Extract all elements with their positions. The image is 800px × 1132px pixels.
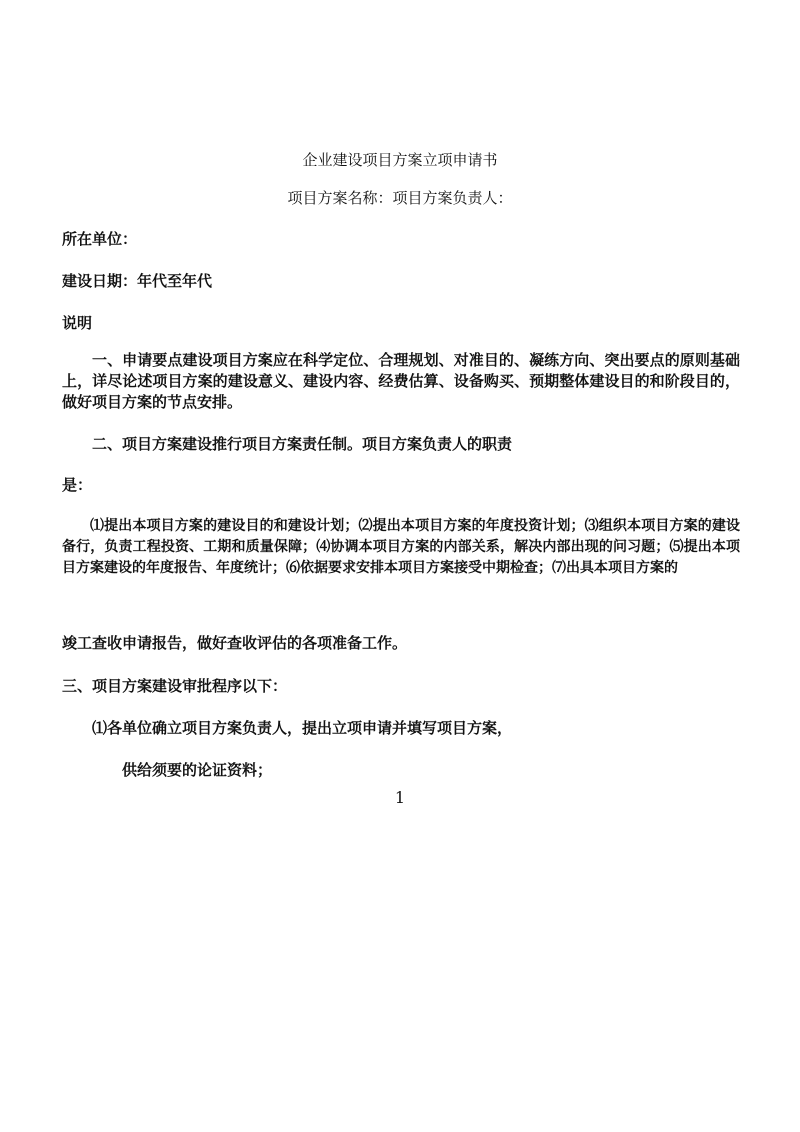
paragraph-responsibility-line1: 二、项目方案建设推行项目方案责任制。项目方案负责人的职责 xyxy=(92,435,513,453)
section-heading-explanation: 说明 xyxy=(62,314,93,332)
paragraph-duties-list: ⑴提出本项目方案的建设目的和建设计划；⑵提出本项目方案的年度投资计划；⑶组织本项目方案的建设备行，负责工程投资、工期和质量保障；⑷协调本项目方案的内部关系，解决内部出现的问习题；⑸提出本项目方案建设的年度报告、年度统计；⑹依据要求安排本项目方案接受中期检查；⑺出具本项目方案的 xyxy=(62,518,740,576)
paragraph-approval-procedure: 三、项目方案建设审批程序以下： xyxy=(62,677,288,695)
page-number: 1 xyxy=(394,788,406,807)
construction-date-label: 建设日期：年代至年代 xyxy=(62,272,213,290)
paragraph-procedure-step1: ⑴各单位确立项目方案负责人，提出立项申请并填写项目方案， xyxy=(92,719,513,737)
project-name-leader-line: 项目方案名称：项目方案负责人： xyxy=(287,189,513,207)
paragraph-procedure-step1-cont: 供给须要的论证资料； xyxy=(122,761,273,779)
paragraph-application-points: 一、申请要点建设项目方案应在科学定位、合理规划、对准目的、凝练方向、突出要点的原则基础上，详尽论述项目方案的建设意义、建设内容、经费估算、设备购买、预期整体建设目的和阶段目的，做好项目方案的节点安排。 xyxy=(62,351,740,411)
document-title: 企业建设项目方案立项申请书 xyxy=(302,151,498,169)
paragraph-completion-report: 竣工查收申请报告，做好查收评估的各项准备工作。 xyxy=(62,634,408,652)
paragraph-responsibility-line2: 是： xyxy=(62,476,93,494)
unit-label: 所在单位： xyxy=(62,230,138,248)
